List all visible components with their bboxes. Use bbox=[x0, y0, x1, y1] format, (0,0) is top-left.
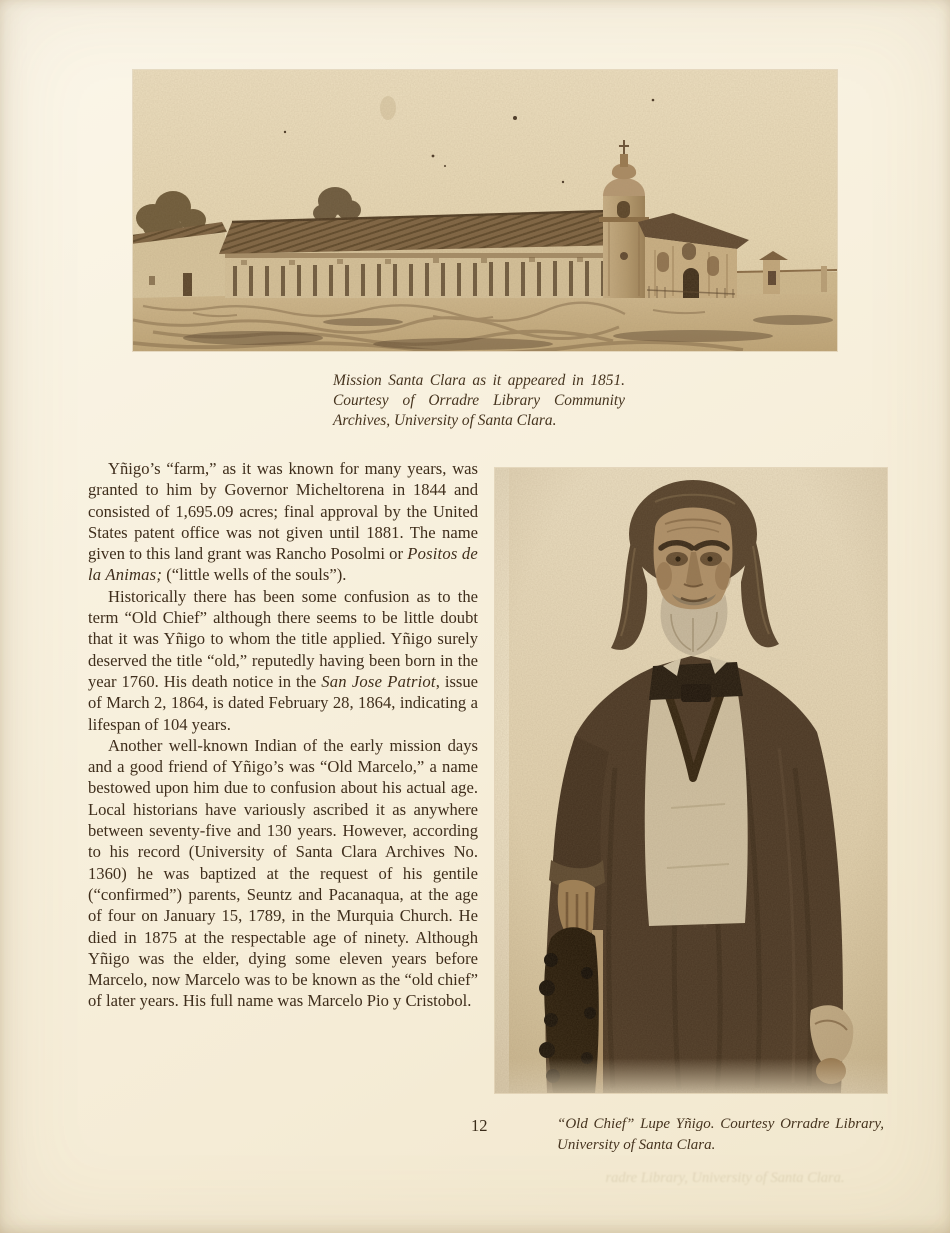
portrait-caption: “Old Chief” Lupe Yñigo. Courtesy Orradre Library, University of Santa Clara. bbox=[557, 1116, 884, 1153]
mission-image bbox=[133, 70, 837, 351]
mission-caption: Mission Santa Clara as it appeared in 1851. Courtesy of Orradre Library Community Archives, University of Santa Clara. bbox=[333, 372, 625, 429]
paragraph: Yñigo’s “farm,” as it was known for many years, was granted to him by Governor Micheltorena in 1844 and consisted of 1,695.09 acres; final approval by the United States patent office was not given until 1881. The name given to this land grant was Rancho Posolmi or Positos de la Animas; (“little wells of the souls”). bbox=[88, 459, 478, 585]
paragraph: Historically there has been some confusion as to the term “Old Chief” although there seems to be little doubt that it was Yñigo to whom the title applied. Yñigo surely deserved the title “old,” reputedly having been born in the year 1760. His death notice in the San Jose Patriot, issue of March 2, 1864, is dated February 28, 1864, indicating a lifespan of 104 years. bbox=[88, 586, 479, 734]
old-chief-lupe-ynigo-photograph bbox=[495, 468, 887, 1093]
ghost-showthrough-text: radre Library, University of Santa Clara. bbox=[605, 1170, 845, 1186]
paragraph: Another well-known Indian of the early mission days and a good friend of Yñigo’s was “Old Marcelo,” a name bestowed upon him due to confusion about his actual age. Local historians have variously ascribed it as anywhere between seventy-five and 130 years. However, according to his record (University of Santa Clara Archives No. 1360) he was baptized at the request of his gentile (“confirmed”) parents, Seuntz and Pacanaqua, at the age of four on January 15, 1789, in the Murquia Church. He died in 1875 at the respectable age of ninety. Although Yñigo was the elder, dying some eleven years before Marcelo, now Marcelo was to be known as the “old chief” of later years. His full name was Marcelo Pio y Cristobol. bbox=[88, 735, 478, 1011]
portrait-image bbox=[495, 468, 887, 1093]
article-text bbox=[88, 458, 478, 1012]
page-number: 12 bbox=[471, 1116, 488, 1135]
mission-santa-clara-engraving bbox=[133, 70, 837, 351]
